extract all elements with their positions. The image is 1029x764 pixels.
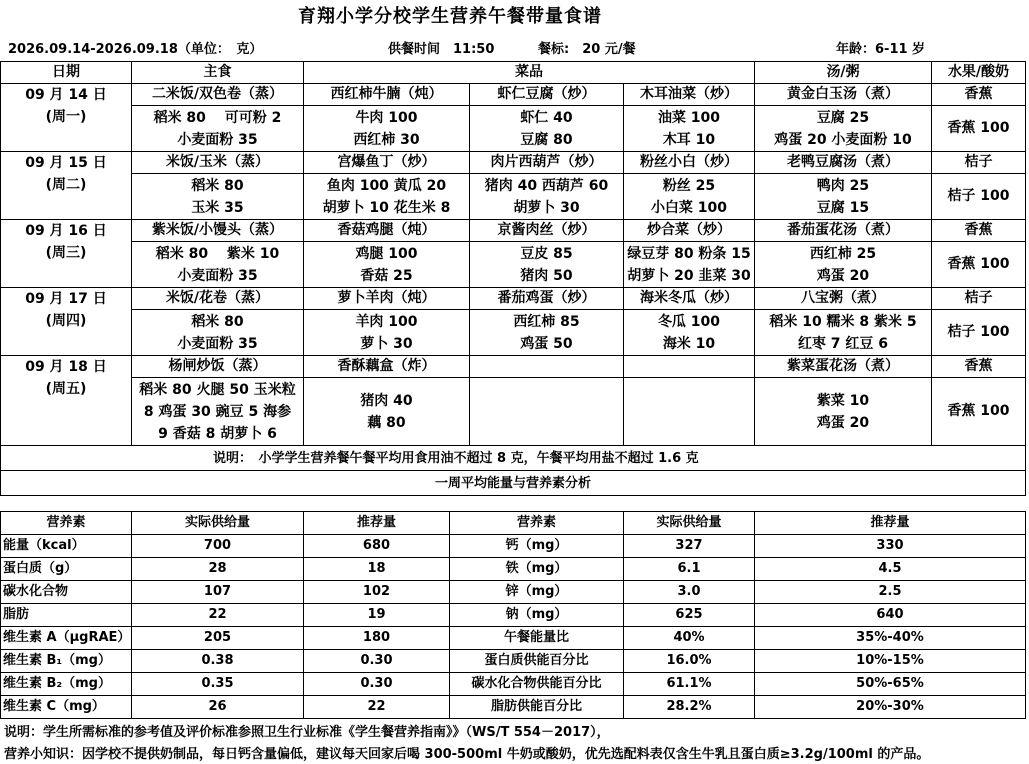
nutrition-header: 营养素	[1, 512, 132, 535]
nutrition-cell: 维生素 B₁（mg）	[1, 650, 132, 673]
day-weekday: (周一)	[45, 109, 87, 125]
nutrition-cell: 40%	[624, 627, 755, 650]
staple-quantity-line: 玉米 35	[191, 199, 244, 216]
dish-quantity-line: 冬瓜 100	[657, 313, 721, 330]
nutrition-cell: 午餐能量比	[450, 627, 624, 650]
nutrition-row	[1, 696, 1026, 719]
nutrition-cell: 330	[755, 535, 1026, 558]
date-range: 2026.09.14-2026.09.18（单位： 克）	[8, 42, 263, 57]
nutrition-cell: 能量（kcal）	[1, 535, 132, 558]
nutrition-header: 推荐量	[755, 512, 1026, 535]
soup-name: 番茄蛋花汤（煮）	[755, 220, 932, 242]
fruit-quantity: 香蕉 100	[932, 106, 1026, 152]
soup-quantity	[755, 378, 932, 446]
soup-quantity-line: 稻米 10 糯米 8 紫米 5	[769, 313, 917, 330]
day-date-cell	[1, 152, 132, 220]
nutrition-cell: 维生素 B₂（mg）	[1, 673, 132, 696]
staple-quantity-line: 小麦面粉 35	[177, 335, 258, 352]
dish-quantity-line: 胡萝卜 10 花生米 8	[322, 199, 451, 216]
fruit-quantity: 桔子 100	[932, 174, 1026, 220]
day-date: 09 月 16 日	[25, 223, 107, 239]
day-date-cell	[1, 84, 132, 152]
staple-name: 紫米饭/小馒头（蒸）	[132, 220, 304, 242]
nutrition-cell: 26	[132, 696, 304, 719]
nutrition-cell: 碳水化合物供能百分比	[450, 673, 624, 696]
day-row-names	[1, 152, 1026, 174]
staple-quantity-line: 稻米 80	[191, 313, 244, 330]
day-date: 09 月 15 日	[25, 155, 107, 171]
staple-quantity-line: 稻米 80	[191, 177, 244, 194]
nutrition-header: 实际供给量	[132, 512, 304, 535]
dish-name	[624, 356, 755, 378]
meal-time: 供餐时间 11:50	[388, 42, 495, 57]
day-row-names	[1, 220, 1026, 242]
dish-quantity-line: 虾仁 40	[520, 109, 573, 126]
dish-quantity-line: 豆皮 85	[520, 245, 573, 262]
nutrition-cell: 钙（mg）	[450, 535, 624, 558]
day-date: 09 月 18 日	[25, 359, 107, 375]
day-weekday: (周五)	[45, 381, 87, 397]
dish-name: 肉片西葫芦（炒）	[470, 152, 624, 174]
nutrition-cell: 107	[132, 581, 304, 604]
dish-quantity	[304, 174, 470, 220]
nutrition-cell: 35%-40%	[755, 627, 1026, 650]
page-title: 育翔小学分校学生营养午餐带量食谱	[298, 6, 602, 27]
dish-quantity-line: 油菜 100	[657, 109, 721, 126]
nutrition-cell: 脂肪供能百分比	[450, 696, 624, 719]
dish-quantity-line: 粉丝 25	[662, 177, 716, 194]
staple-quantity	[132, 106, 304, 152]
nutrition-row	[1, 650, 1026, 673]
dish-quantity	[304, 310, 470, 356]
day-date-cell	[1, 288, 132, 356]
dish-quantity	[304, 242, 470, 288]
nutrition-header: 营养素	[450, 512, 624, 535]
soup-name: 紫菜蛋花汤（煮）	[755, 356, 932, 378]
nutrition-cell: 680	[304, 535, 450, 558]
day-row-names	[1, 356, 1026, 378]
dish-quantity-line: 鸡腿 100	[355, 245, 418, 262]
day-date: 09 月 17 日	[25, 291, 107, 307]
oil-salt-note: 说明： 小学学生营养餐午餐平均用食用油不超过 8 克，午餐平均用盐不超过 1.6 克	[1, 446, 1026, 471]
staple-quantity-line: 稻米 80 火腿 50 玉米粒	[139, 381, 296, 398]
nutrition-cell: 19	[304, 604, 450, 627]
soup-name: 黄金白玉汤（煮）	[755, 84, 932, 106]
fruit-name: 桔子	[932, 288, 1026, 310]
nutrition-cell: 18	[304, 558, 450, 581]
staple-quantity-line: 小麦面粉 35	[177, 267, 258, 284]
day-row-quantities	[1, 174, 1026, 220]
dish-quantity	[624, 378, 755, 446]
staple-quantity-line: 小麦面粉 35	[177, 131, 258, 148]
col-header-date: 日期	[1, 62, 132, 84]
nutrition-cell: 700	[132, 535, 304, 558]
staple-quantity	[132, 310, 304, 356]
nutrition-cell: 蛋白质（g）	[1, 558, 132, 581]
nutrition-cell: 脂肪	[1, 604, 132, 627]
staple-quantity-line: 9 香菇 8 胡萝卜 6	[158, 425, 277, 442]
nutrition-row	[1, 581, 1026, 604]
dish-quantity	[624, 242, 755, 288]
dish-quantity	[470, 174, 624, 220]
analysis-title: 一周平均能量与营养素分析	[1, 471, 1026, 496]
age-range: 年龄：6-11 岁	[836, 42, 926, 57]
col-header-staple: 主食	[132, 62, 304, 84]
dish-quantity	[470, 106, 624, 152]
nutrition-header: 实际供给量	[624, 512, 755, 535]
nutrition-cell: 0.30	[304, 650, 450, 673]
staple-quantity-line: 稻米 80 可可粉 2	[153, 109, 282, 126]
staple-quantity	[132, 378, 304, 446]
dish-quantity-line: 海米 10	[662, 335, 716, 352]
soup-quantity-line: 鸭肉 25	[816, 177, 870, 194]
day-row-quantities	[1, 378, 1026, 446]
dish-name	[470, 356, 624, 378]
col-header-fruit: 水果/酸奶	[932, 62, 1026, 84]
dish-name: 香酥藕盒（炸）	[304, 356, 470, 378]
dish-quantity-line: 绿豆芽 80 粉条 15	[627, 245, 751, 262]
dish-quantity-line: 猪肉 50	[520, 267, 573, 284]
dish-name: 木耳油菜（炒）	[624, 84, 755, 106]
dish-quantity-line: 鸡蛋 50	[520, 335, 573, 352]
nutrition-cell: 22	[304, 696, 450, 719]
dish-quantity-line: 西红柿 30	[353, 131, 420, 148]
nutrition-cell: 61.1%	[624, 673, 755, 696]
nutrition-cell: 6.1	[624, 558, 755, 581]
fruit-quantity: 桔子 100	[932, 310, 1026, 356]
fruit-name: 香蕉	[932, 356, 1026, 378]
dish-quantity	[470, 310, 624, 356]
nutrition-cell: 327	[624, 535, 755, 558]
dish-quantity-line: 香菇 25	[360, 267, 413, 284]
soup-name: 八宝粥（煮）	[755, 288, 932, 310]
nutrition-row	[1, 535, 1026, 558]
day-row-names	[1, 288, 1026, 310]
dish-name: 海米冬瓜（炒）	[624, 288, 755, 310]
nutrition-cell: 205	[132, 627, 304, 650]
nutrition-cell: 50%-65%	[755, 673, 1026, 696]
menu-table	[0, 61, 1026, 496]
fruit-name: 香蕉	[932, 84, 1026, 106]
dish-quantity-line: 豆腐 80	[520, 131, 573, 148]
fruit-name: 桔子	[932, 152, 1026, 174]
staple-name: 米饭/玉米（蒸）	[132, 152, 304, 174]
dish-quantity-line: 胡萝卜 30	[513, 199, 580, 216]
soup-quantity-line: 鸡蛋 20	[816, 267, 870, 284]
nutrition-row	[1, 558, 1026, 581]
dish-quantity-line: 羊肉 100	[355, 313, 418, 330]
staple-quantity-line: 8 鸡蛋 30 豌豆 5 海参	[143, 403, 292, 420]
dish-quantity	[304, 378, 470, 446]
nutrition-tip: 营养小知识：因学校不提供奶制品，每日钙含量偏低，建议每天回家后喝 300-500ml 牛奶或酸奶，优先选配料表仅含生牛乳且蛋白质≥3.2g/100ml 的产品。	[4, 747, 930, 762]
nutrition-cell: 28.2%	[624, 696, 755, 719]
nutrition-cell: 102	[304, 581, 450, 604]
dish-name: 西红柿牛腩（炖）	[304, 84, 470, 106]
day-date: 09 月 14 日	[25, 87, 107, 103]
staple-quantity	[132, 174, 304, 220]
soup-quantity-line: 豆腐 15	[816, 199, 870, 216]
soup-quantity-line: 鸡蛋 20 小麦面粉 10	[774, 131, 912, 148]
soup-quantity-line: 鸡蛋 20	[816, 414, 870, 431]
day-weekday: (周四)	[45, 313, 87, 329]
nutrition-cell: 180	[304, 627, 450, 650]
dish-name: 虾仁豆腐（炒）	[470, 84, 624, 106]
nutrition-cell: 碳水化合物	[1, 581, 132, 604]
nutrition-cell: 4.5	[755, 558, 1026, 581]
nutrition-table	[0, 511, 1026, 719]
soup-quantity-line: 西红柿 25	[809, 245, 877, 262]
dish-name: 香菇鸡腿（炖）	[304, 220, 470, 242]
dish-quantity	[624, 106, 755, 152]
nutrition-row	[1, 627, 1026, 650]
fruit-quantity: 香蕉 100	[932, 242, 1026, 288]
nutrition-cell: 625	[624, 604, 755, 627]
dish-quantity-line: 牛肉 100	[355, 109, 418, 126]
soup-quantity	[755, 310, 932, 356]
dish-quantity-line: 萝卜 30	[360, 335, 413, 352]
nutrition-cell: 22	[132, 604, 304, 627]
nutrition-cell: 0.35	[132, 673, 304, 696]
staple-name: 米饭/花卷（蒸）	[132, 288, 304, 310]
nutrition-cell: 0.38	[132, 650, 304, 673]
dish-quantity	[624, 174, 755, 220]
day-weekday: (周三)	[45, 245, 87, 261]
day-row-quantities	[1, 310, 1026, 356]
nutrition-row	[1, 604, 1026, 627]
dish-name: 京酱肉丝（炒）	[470, 220, 624, 242]
dish-quantity-line: 藕 80	[367, 414, 406, 431]
day-date-cell	[1, 356, 132, 446]
nutrition-cell: 维生素 A（μgRAE）	[1, 627, 132, 650]
nutrition-cell: 3.0	[624, 581, 755, 604]
dish-name: 粉丝小白（炒）	[624, 152, 755, 174]
soup-name: 老鸭豆腐汤（煮）	[755, 152, 932, 174]
dish-name: 炒合菜（炒）	[624, 220, 755, 242]
soup-quantity-line: 紫菜 10	[816, 392, 870, 409]
nutrition-cell: 28	[132, 558, 304, 581]
nutrition-cell: 10%-15%	[755, 650, 1026, 673]
col-header-soup: 汤/粥	[755, 62, 932, 84]
nutrition-cell: 640	[755, 604, 1026, 627]
fruit-name: 香蕉	[932, 220, 1026, 242]
dish-quantity-line: 猪肉 40 西葫芦 60	[484, 177, 609, 194]
dish-quantity-line: 猪肉 40	[360, 392, 413, 409]
col-header-dishes: 菜品	[304, 62, 755, 84]
soup-quantity-line: 豆腐 25	[816, 109, 870, 126]
nutrition-cell: 16.0%	[624, 650, 755, 673]
meal-price: 餐标: 20 元/餐	[538, 42, 636, 57]
staple-name: 二米饭/双色卷（蒸）	[132, 84, 304, 106]
nutrition-cell: 维生素 C（mg）	[1, 696, 132, 719]
fruit-quantity: 香蕉 100	[932, 378, 1026, 446]
day-date-cell	[1, 220, 132, 288]
dish-name: 番茄鸡蛋（炒）	[470, 288, 624, 310]
day-row-names	[1, 84, 1026, 106]
nutrition-cell: 20%-30%	[755, 696, 1026, 719]
dish-quantity-line: 胡萝卜 20 韭菜 30	[627, 267, 751, 284]
day-row-quantities	[1, 106, 1026, 152]
day-weekday: (周二)	[45, 177, 87, 193]
day-row-quantities	[1, 242, 1026, 288]
dish-quantity-line: 木耳 10	[662, 131, 716, 148]
nutrition-cell: 0.30	[304, 673, 450, 696]
standard-note: 说明：学生所需标准的参考值及评价标准参照卫生行业标准《学生餐营养指南》》（WS/T 554－2017），	[4, 725, 610, 740]
nutrition-row	[1, 673, 1026, 696]
dish-quantity-line: 鱼肉 100 黄瓜 20	[326, 177, 447, 194]
nutrition-cell: 锌（mg）	[450, 581, 624, 604]
nutrition-cell: 蛋白质供能百分比	[450, 650, 624, 673]
dish-quantity-line: 西红柿 85	[513, 313, 580, 330]
staple-quantity-line: 稻米 80 紫米 10	[155, 245, 280, 262]
soup-quantity	[755, 174, 932, 220]
nutrition-cell: 铁（mg）	[450, 558, 624, 581]
staple-quantity	[132, 242, 304, 288]
dish-quantity	[470, 242, 624, 288]
dish-quantity	[304, 106, 470, 152]
nutrition-header: 推荐量	[304, 512, 450, 535]
dish-name: 宫爆鱼丁（炒）	[304, 152, 470, 174]
nutrition-cell: 钠（mg）	[450, 604, 624, 627]
dish-quantity-line: 小白菜 100	[650, 199, 728, 216]
dish-quantity	[624, 310, 755, 356]
soup-quantity-line: 红枣 7 红豆 6	[797, 335, 889, 352]
dish-quantity	[470, 378, 624, 446]
nutrition-cell: 2.5	[755, 581, 1026, 604]
dish-name: 萝卜羊肉（炖）	[304, 288, 470, 310]
staple-name: 杨闸炒饭（蒸）	[132, 356, 304, 378]
soup-quantity	[755, 106, 932, 152]
soup-quantity	[755, 242, 932, 288]
